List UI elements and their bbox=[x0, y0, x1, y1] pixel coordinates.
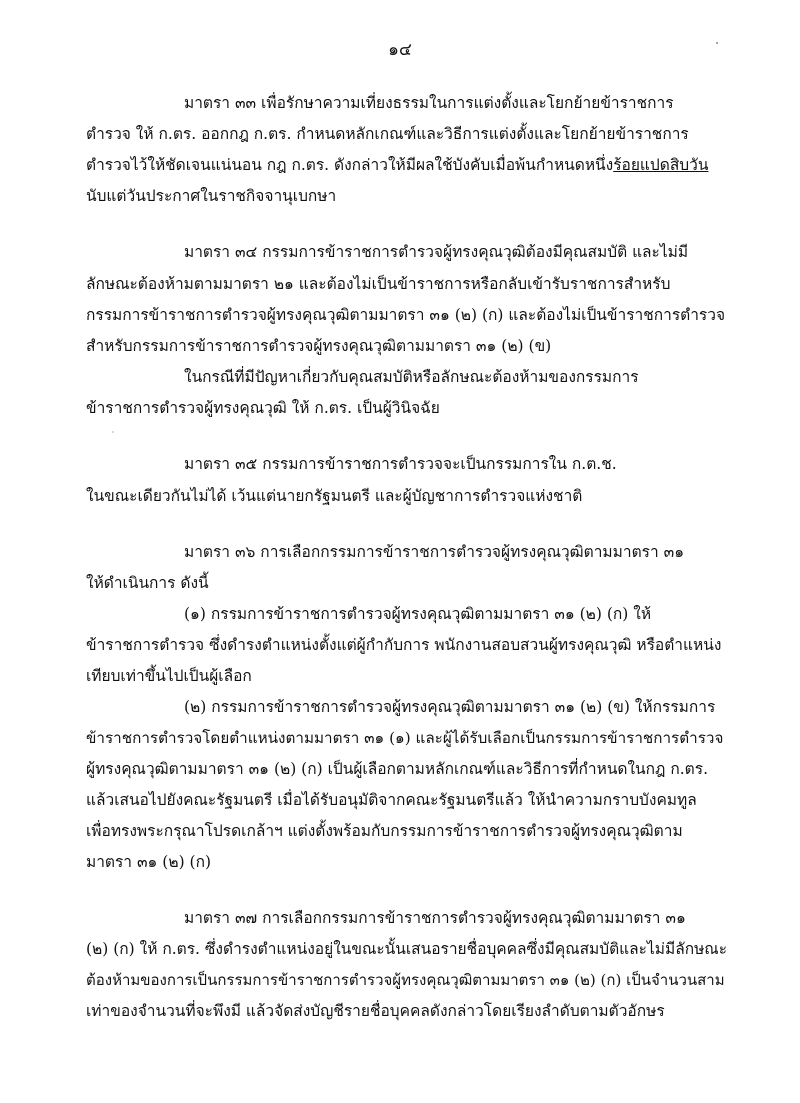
s34-line-1: มาตรา ๓๔ กรรมการข้าราชการตำรวจผู้ทรงคุณวุฒิต้องมีคุณสมบัติ และไม่มี bbox=[184, 243, 689, 261]
s33-line-1: มาตรา ๓๓ เพื่อรักษาความเที่ยงธรรมในการแต่งตั้งและโยกย้ายข้าราชการ bbox=[184, 94, 674, 112]
s36-line-6: (๒) กรรมการข้าราชการตำรวจผู้ทรงคุณวุฒิตามมาตรา ๓๑ (๒) (ข) ให้กรรมการ bbox=[184, 698, 716, 716]
s36-line-2: ให้ดำเนินการ ดังนี้ bbox=[86, 574, 209, 592]
s37-line-4: เท่าของจำนวนที่จะพึงมี แล้วจัดส่งบัญชีรายชื่อบุคคลดังกล่าวโดยเรียงลำดับตามตัวอักษร bbox=[86, 1002, 665, 1020]
s36-line-5: เทียบเท่าขึ้นไปเป็นผู้เลือก bbox=[86, 667, 252, 685]
s34-line-5: ในกรณีที่มีปัญหาเกี่ยวกับคุณสมบัติหรือลักษณะต้องห้ามของกรรมการ bbox=[184, 368, 639, 386]
s35-line-2: ในขณะเดียวกันไม่ได้ เว้นแต่นายกรัฐมนตรี และผู้บัญชาการตำรวจแห่งชาติ bbox=[86, 487, 583, 505]
s36-line-7: ข้าราชการตำรวจโดยตำแหน่งตามมาตรา ๓๑ (๑) และผู้ได้รับเลือกเป็นกรรมการข้าราชการตำรวจ bbox=[86, 729, 724, 747]
scan-speck bbox=[112, 431, 114, 433]
s37-line-2: (๒) (ก) ให้ ก.ตร. ซึ่งดำรงตำแหน่งอยู่ในขณะนั้นเสนอรายชื่อบุคคลซึ่งมีคุณสมบัติและไม่มีลักษณะ bbox=[86, 940, 728, 958]
s33-line-3 bbox=[86, 155, 708, 175]
scan-speck bbox=[716, 42, 718, 44]
s36-line-9: แล้วเสนอไปยังคณะรัฐมนตรี เมื่อได้รับอนุมัติจากคณะรัฐมนตรีแล้ว ให้นำความกราบบังคมทูล bbox=[86, 791, 697, 809]
s34-line-6: ข้าราชการตำรวจผู้ทรงคุณวุฒิ ให้ ก.ตร. เป็นผู้วินิจฉัย bbox=[86, 399, 440, 417]
s36-line-8: ผู้ทรงคุณวุฒิตามมาตรา ๓๑ (๒) (ก) เป็นผู้เลือกตามหลักเกณฑ์และวิธีการที่กำหนดในกฎ ก.ตร. bbox=[86, 760, 708, 778]
s36-line-1: มาตรา ๓๖ การเลือกกรรมการข้าราชการตำรวจผู้ทรงคุณวุฒิตามมาตรา ๓๑ bbox=[184, 543, 685, 561]
s36-line-11: มาตรา ๓๑ (๒) (ก) bbox=[86, 853, 212, 871]
s36-line-4: ข้าราชการตำรวจ ซึ่งดำรงตำแหน่งตั้งแต่ผู้กำกับการ พนักงานสอบสวนผู้ทรงคุณวุฒิ หรือตำแหน่ง bbox=[86, 636, 722, 654]
s33-underlined-duration: ร้อยแปดสิบวัน bbox=[613, 156, 709, 174]
page-number: ๑๔ bbox=[388, 40, 412, 60]
s34-line-4: สำหรับกรรมการข้าราชการตำรวจผู้ทรงคุณวุฒิตามมาตรา ๓๑ (๒) (ข) bbox=[86, 337, 552, 355]
s37-line-3: ต้องห้ามของการเป็นกรรมการข้าราชการตำรวจผู้ทรงคุณวุฒิตามมาตรา ๓๑ (๒) (ก) เป็นจำนวนสาม bbox=[86, 971, 725, 989]
s36-line-3: (๑) กรรมการข้าราชการตำรวจผู้ทรงคุณวุฒิตามมาตรา ๓๑ (๒) (ก) ให้ bbox=[184, 605, 652, 623]
s33-line-4: นับแต่วันประกาศในราชกิจจานุเบกษา bbox=[86, 187, 337, 205]
s33-line-2: ตำรวจ ให้ ก.ตร. ออกกฎ ก.ตร. กำหนดหลักเกณฑ์และวิธีการแต่งตั้งและโยกย้ายข้าราชการ bbox=[86, 125, 689, 143]
s36-line-10: เพื่อทรงพระกรุณาโปรดเกล้าฯ แต่งตั้งพร้อมกับกรรมการข้าราชการตำรวจผู้ทรงคุณวุฒิตาม bbox=[86, 822, 683, 840]
s37-line-1: มาตรา ๓๗ การเลือกกรรมการข้าราชการตำรวจผู้ทรงคุณวุฒิตามมาตรา ๓๑ bbox=[184, 909, 686, 927]
s35-line-1: มาตรา ๓๕ กรรมการข้าราชการตำรวจจะเป็นกรรมการใน ก.ต.ช. bbox=[184, 455, 617, 473]
s33-line-3-text: ตำรวจไว้ให้ชัดเจนแน่นอน กฎ ก.ตร. ดังกล่าวให้มีผลใช้บังคับเมื่อพ้นกำหนดหนึ่ง bbox=[86, 156, 614, 174]
s34-line-3: กรรมการข้าราชการตำรวจผู้ทรงคุณวุฒิตามมาตรา ๓๑ (๒) (ก) และต้องไม่เป็นข้าราชการตำรวจ bbox=[86, 306, 726, 324]
s34-line-2: ลักษณะต้องห้ามตามมาตรา ๒๑ และต้องไม่เป็นข้าราชการหรือกลับเข้ารับราชการสำหรับ bbox=[86, 275, 671, 293]
